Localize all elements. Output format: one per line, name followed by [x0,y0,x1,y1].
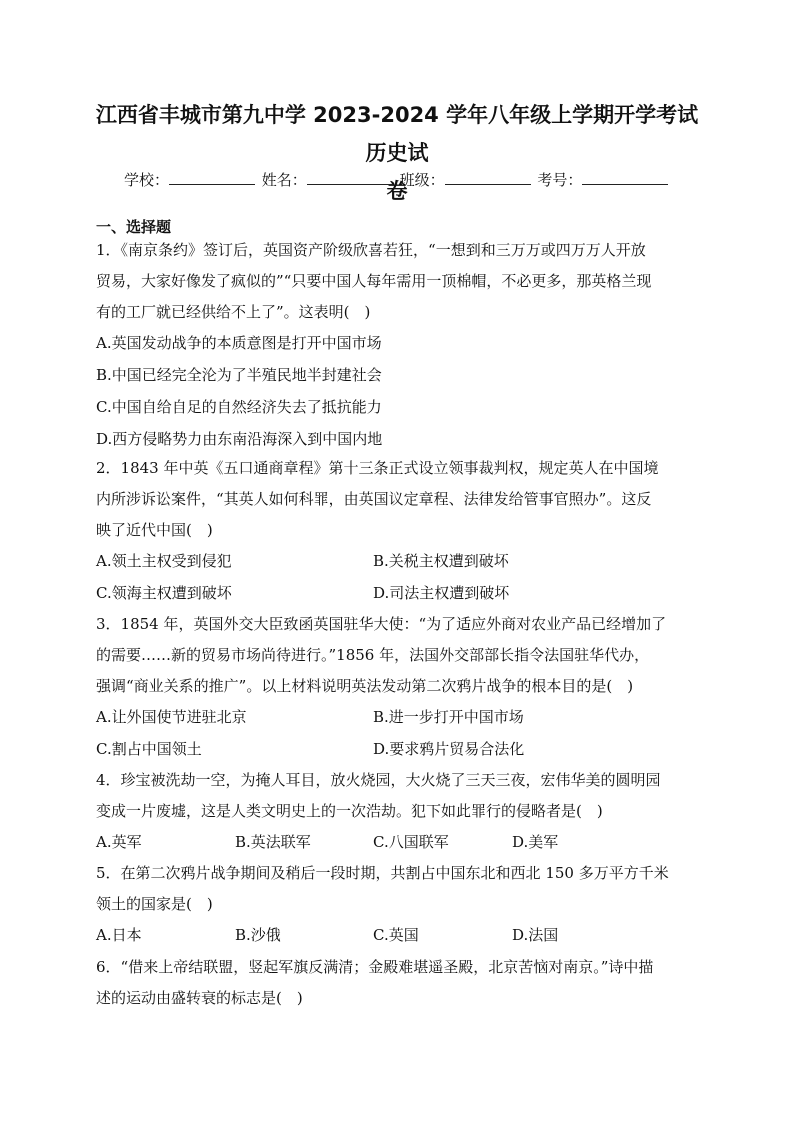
question-text-line: 述的运动由盛转衰的标志是( ) [96,989,303,1007]
name-label: 姓名： [261,171,307,189]
question-text-line: 4．珍宝被洗劫一空，为掩人耳目，放火烧园，大火烧了三天三夜，宏伟华美的圆明园 [96,771,661,789]
name-blank [307,170,393,185]
question-text-line: 变成一片废墟，这是人类文明史上的一次浩劫。犯下如此罪行的侵略者是( ) [96,802,603,820]
question-text-line: 5．在第二次鸦片战争期间及稍后一段时期，共割占中国东北和西北 150 多万平方千米 [96,864,669,882]
option-d: D.法国 [512,926,559,944]
exam-title-line-2: 卷 [386,179,408,203]
option-d: D.要求鸦片贸易合法化 [373,740,525,758]
option-a: A.让外国使节进驻北京 [96,708,247,726]
option-d: D.西方侵略势力由东南沿海深入到中国内地 [96,430,383,448]
option-a: A.日本 [96,926,142,944]
question-text-line: 映了近代中国( ) [96,521,213,539]
option-b: B.中国已经完全沦为了半殖民地半封建社会 [96,366,382,384]
option-b: B.进一步打开中国市场 [373,708,524,726]
option-b: B.英法联军 [235,833,311,851]
option-d: D.美军 [512,833,559,851]
question-text-line: 1．《南京条约》签订后，英国资产阶级欣喜若狂，“一想到和三万万或四万万人开放 [96,241,646,259]
option-b: B.沙俄 [235,926,281,944]
option-d: D.司法主权遭到破坏 [373,584,510,602]
option-c: C.八国联军 [373,833,449,851]
class-label: 班级： [399,171,445,189]
option-c: C.割占中国领土 [96,740,202,758]
section-heading: 一、选择题 [96,218,172,236]
option-c: C.领海主权遭到破坏 [96,584,232,602]
option-c: C.中国自给自足的自然经济失去了抵抗能力 [96,398,382,416]
class-blank [445,170,531,185]
question-text-line: 的需要……新的贸易市场尚待进行。”1856 年，法国外交部部长指令法国驻华代办， [96,646,650,664]
question-text-line: 6．“借来上帝结联盟，竖起军旗反满清；金殿难堪遥圣殿，北京苦恼对南京。”诗中描 [96,958,654,976]
question-text-line: 3．1854 年，英国外交大臣致函英国驻华大使：“为了适应外商对农业产品已经增加了 [96,615,667,633]
exam-title-line-1: 江西省丰城市第九中学 2023-2024 学年八年级上学期开学考试历史试 [95,103,699,165]
question-text-line: 2．1843 年中英《五口通商章程》第十三条正式设立领事裁判权，规定英人在中国境 [96,459,659,477]
option-a: A.英军 [96,833,142,851]
option-c: C.英国 [373,926,419,944]
number-label: 考号： [537,171,583,189]
exam-title [90,96,704,210]
number-blank [582,170,668,185]
question-text-line: 贸易，大家好像发了疯似的”“只要中国人每年需用一顶棉帽，不必更多，那英格兰现 [96,272,652,290]
question-text-line: 内所涉诉讼案件，“其英人如何科罪，由英国议定章程、法律发给管事官照办”。这反 [96,490,652,508]
question-text-line: 强调“商业关系的推广”。以上材料说明英法发动第二次鸦片战争的根本目的是( ) [96,677,634,695]
option-a: A.英国发动战争的本质意图是打开中国市场 [96,334,382,352]
question-text-line: 领土的国家是( ) [96,895,213,913]
student-info-row [124,170,684,190]
question-text-line: 有的工厂就已经供给不上了”。这表明( ) [96,303,371,321]
school-label: 学校： [124,171,170,189]
option-b: B.关税主权遭到破坏 [373,552,509,570]
school-blank [169,170,255,185]
option-a: A.领土主权受到侵犯 [96,552,232,570]
